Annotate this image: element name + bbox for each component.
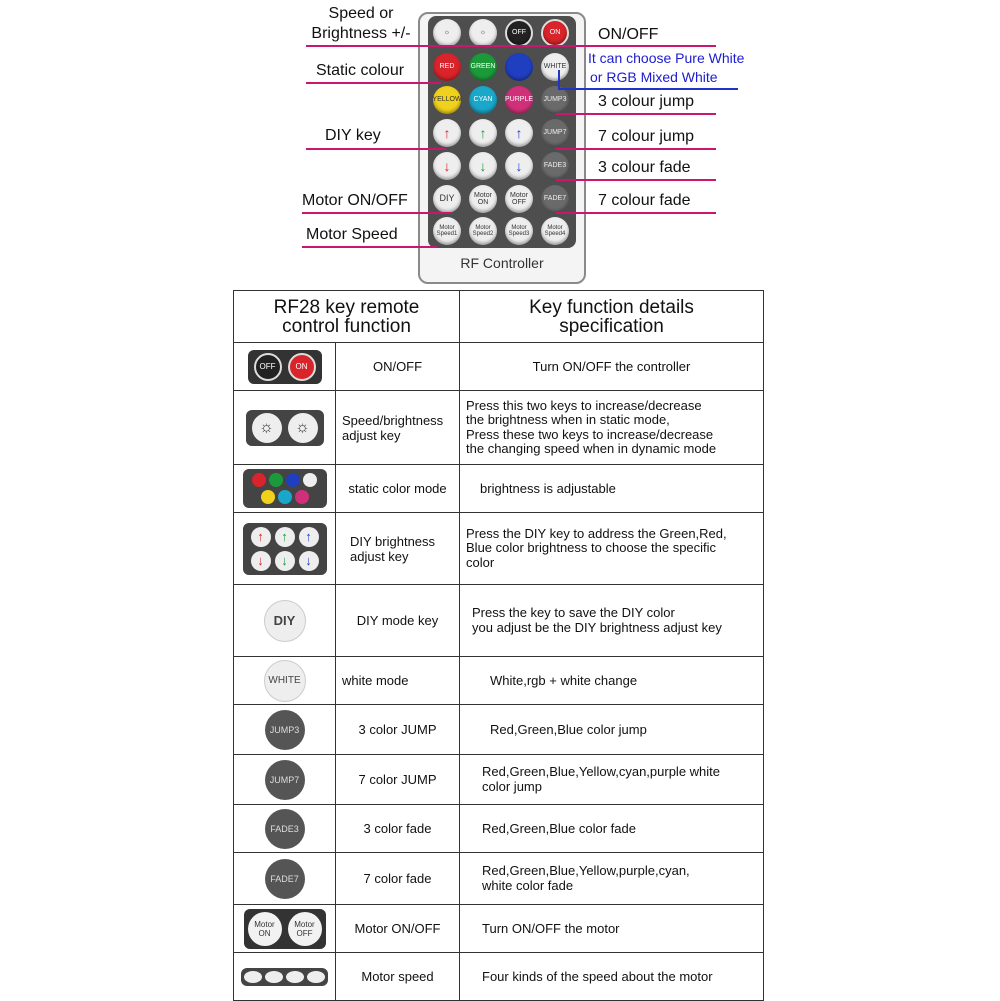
table-row (234, 705, 764, 755)
green-up-key[interactable]: ↑ (469, 119, 497, 147)
blue-up-key[interactable]: ↑ (505, 119, 533, 147)
table-row (234, 343, 764, 391)
arrow-up-icon: ↑ (251, 527, 271, 547)
label-motor-onoff: Motor ON/OFF (302, 192, 408, 209)
row-desc: brightness is adjustable (460, 465, 764, 513)
diy-key-thumb: DIY (264, 600, 306, 642)
callout-line-white (558, 88, 738, 90)
cyan-dot-icon (278, 490, 292, 504)
motor-off-key[interactable]: Motor OFF (505, 185, 533, 213)
table-row (234, 391, 764, 465)
label-white-note-1: It can choose Pure White (588, 50, 745, 66)
thumb-motor-on-key: Motor ON (248, 912, 282, 946)
fade3-key-thumb: FADE3 (265, 809, 305, 849)
row-name: 3 color fade (336, 805, 460, 853)
label-3-colour-fade: 3 colour fade (598, 159, 691, 176)
diy-arrows-thumb (234, 513, 336, 585)
label-7-colour-fade: 7 colour fade (598, 192, 691, 209)
off-key[interactable]: OFF (505, 19, 533, 47)
table-row (234, 657, 764, 705)
row-desc: White,rgb + white change (460, 657, 764, 705)
red-up-key[interactable]: ↑ (433, 119, 461, 147)
brightness-down-key[interactable]: ☼ (433, 19, 461, 47)
row-name: DIY brightness adjust key (336, 513, 460, 585)
row-desc: Turn ON/OFF the motor (460, 905, 764, 953)
sun-icon: ☼ (288, 413, 318, 443)
rf-controller-label: RF Controller (460, 255, 544, 271)
red-key[interactable]: RED (433, 53, 461, 81)
callout-line-speed (306, 45, 716, 47)
label-speed-brightness: Speed or Brightness +/- (311, 5, 411, 42)
table-row (234, 755, 764, 805)
callout-line-diy (306, 148, 446, 150)
row-desc: Press the DIY key to address the Green,Red, Blue color brightness to choose the specific color (460, 513, 764, 585)
arrow-up-icon: ↑ (299, 527, 319, 547)
callout-line-fade7 (556, 212, 716, 214)
green-key[interactable]: GREEN (469, 53, 497, 81)
white-key[interactable]: WHITE (541, 53, 569, 81)
motor-speed3-key[interactable]: Motor Speed3 (505, 217, 533, 245)
brightness-thumb (234, 391, 336, 465)
callout-line-motor-speed (302, 246, 437, 248)
on-key[interactable]: ON (541, 19, 569, 47)
callout-line-jump3 (556, 113, 716, 115)
label-diy-key: DIY key (325, 127, 381, 144)
label-white-note-2: or RGB Mixed White (590, 69, 718, 85)
arrow-down-icon: ↓ (275, 551, 295, 571)
jump3-key[interactable]: JUMP3 (541, 86, 569, 114)
table-row (234, 465, 764, 513)
row-name: Speed/brightness adjust key (336, 391, 460, 465)
row-desc: Four kinds of the speed about the motor (460, 953, 764, 1001)
label-motor-speed: Motor Speed (306, 226, 398, 243)
row-name: Motor ON/OFF (336, 905, 460, 953)
header-right: Key function details specification (460, 291, 764, 343)
callout-line-static (306, 82, 441, 84)
row-name: Motor speed (336, 953, 460, 1001)
row-desc: Red,Green,Blue,Yellow,purple,cyan, white color fade (460, 853, 764, 905)
yellow-dot-icon (261, 490, 275, 504)
red-dot-icon (252, 473, 266, 487)
motor-speed2-key[interactable]: Motor Speed2 (469, 217, 497, 245)
jump3-thumb-cell (234, 705, 336, 755)
thumb-off-key: OFF (254, 353, 282, 381)
brightness-up-key[interactable]: ☼ (469, 19, 497, 47)
fade7-key-thumb: FADE7 (265, 859, 305, 899)
row-desc: Press this two keys to increase/decrease the brightness when in static mode, Press these two keys to increase/decrease the changing speed when in dynamic mode (460, 391, 764, 465)
spec-table (233, 290, 764, 1001)
table-row (234, 853, 764, 905)
fade3-thumb-cell (234, 805, 336, 853)
row-desc: Red,Green,Blue,Yellow,cyan,purple white color jump (460, 755, 764, 805)
row-desc: Turn ON/OFF the controller (460, 343, 764, 391)
green-dot-icon (269, 473, 283, 487)
blue-down-key[interactable]: ↓ (505, 152, 533, 180)
table-row (234, 905, 764, 953)
cyan-key[interactable]: CYAN (469, 86, 497, 114)
row-desc: Press the key to save the DIY color you adjust be the DIY brightness adjust key (460, 585, 764, 657)
static-color-thumb (234, 465, 336, 513)
purple-key[interactable]: PURPLE (505, 86, 533, 114)
blue-dot-icon (286, 473, 300, 487)
row-name: static color mode (336, 465, 460, 513)
motor-onoff-thumb-cell (234, 905, 336, 953)
callout-line-jump7 (556, 148, 716, 150)
speed-key-icon (244, 971, 262, 983)
yellow-key[interactable]: YELLOW (433, 86, 461, 114)
jump7-thumb-cell (234, 755, 336, 805)
jump7-key[interactable]: JUMP7 (541, 119, 569, 147)
white-key-thumb: WHITE (264, 660, 306, 702)
white-dot-icon (303, 473, 317, 487)
table-row (234, 513, 764, 585)
fade7-thumb-cell (234, 853, 336, 905)
fade7-key[interactable]: FADE7 (541, 185, 569, 213)
row-desc: Red,Green,Blue color jump (460, 705, 764, 755)
label-3-colour-jump: 3 colour jump (598, 93, 695, 110)
label-on-off: ON/OFF (598, 26, 659, 43)
onoff-thumb (234, 343, 336, 391)
white-thumb-cell (234, 657, 336, 705)
row-name: ON/OFF (336, 343, 460, 391)
motor-speed-thumb-cell (234, 953, 336, 1001)
row-desc: Red,Green,Blue color fade (460, 805, 764, 853)
row-name: white mode (336, 657, 460, 705)
blue-key[interactable] (505, 53, 533, 81)
speed-key-icon (307, 971, 325, 983)
jump7-key-thumb: JUMP7 (265, 760, 305, 800)
row-name: DIY mode key (336, 585, 460, 657)
callout-line-fade3 (556, 179, 716, 181)
row-name: 7 color JUMP (336, 755, 460, 805)
red-down-key[interactable]: ↓ (433, 152, 461, 180)
callout-line-white-vertical (558, 70, 560, 90)
arrow-down-icon: ↓ (299, 551, 319, 571)
motor-speed1-key[interactable]: Motor Speed1 (433, 217, 461, 245)
green-down-key[interactable]: ↓ (469, 152, 497, 180)
thumb-on-key: ON (288, 353, 316, 381)
arrow-up-icon: ↑ (275, 527, 295, 547)
speed-key-icon (286, 971, 304, 983)
diy-thumb-cell (234, 585, 336, 657)
speed-key-icon (265, 971, 283, 983)
label-7-colour-jump: 7 colour jump (598, 128, 695, 145)
callout-line-motor-onoff (302, 212, 452, 214)
purple-dot-icon (295, 490, 309, 504)
motor-on-key[interactable]: Motor ON (469, 185, 497, 213)
arrow-down-icon: ↓ (251, 551, 271, 571)
table-row (234, 953, 764, 1001)
row-name: 7 color fade (336, 853, 460, 905)
label-static-colour: Static colour (316, 62, 405, 79)
row-name: 3 color JUMP (336, 705, 460, 755)
table-row (234, 585, 764, 657)
thumb-motor-off-key: Motor OFF (288, 912, 322, 946)
table-row (234, 805, 764, 853)
diy-key[interactable]: DIY (433, 185, 461, 213)
fade3-key[interactable]: FADE3 (541, 152, 569, 180)
motor-speed4-key[interactable]: Motor Speed4 (541, 217, 569, 245)
header-left: RF28 key remote control function (234, 291, 460, 343)
sun-icon: ☼ (252, 413, 282, 443)
jump3-key-thumb: JUMP3 (265, 710, 305, 750)
